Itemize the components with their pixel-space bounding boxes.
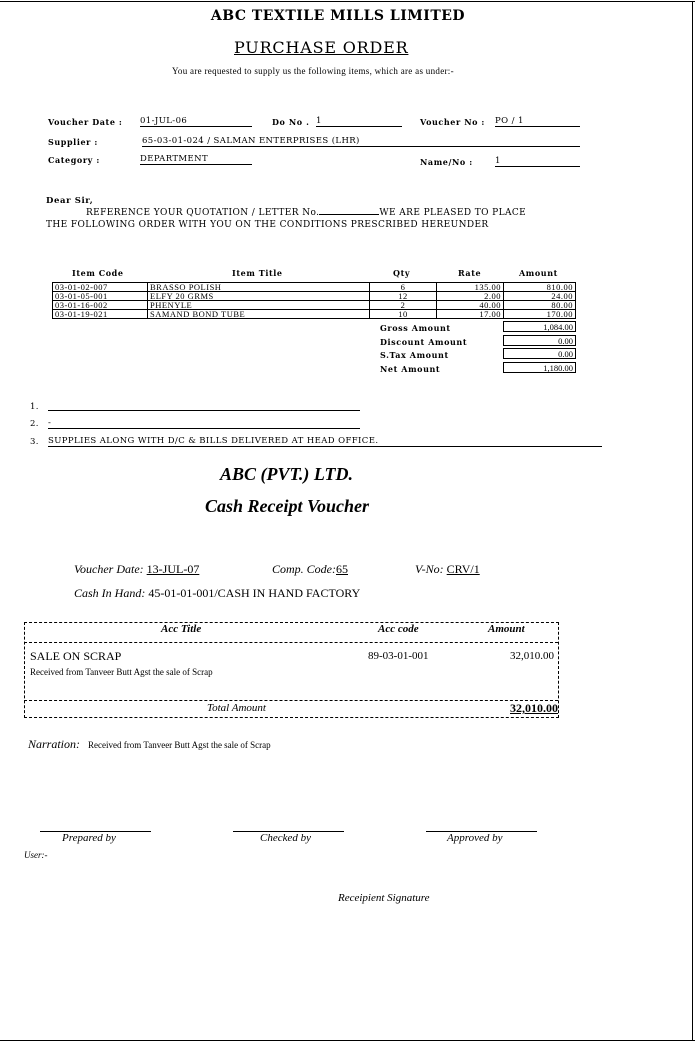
voucher-no-value: PO / 1 [495,116,580,127]
crv-title: Cash Receipt Voucher [205,496,370,516]
item-qty: 12 [370,292,437,301]
crv-narration-label: Narration: [28,737,81,751]
condition-2-number: 2. [30,419,39,429]
item-title: PHENYLE [148,301,370,310]
crv-vno [415,562,480,577]
header-item-code: Item Code [72,268,124,278]
reference-line-1 [86,208,526,218]
voucher-date-value: 01-JUL-06 [140,116,252,127]
stax-amount-label: S.Tax Amount [380,350,449,360]
table-row [53,310,576,319]
crv-entry-code: 89-03-01-001 [368,650,429,662]
item-title: ELFY 20 GRMS [148,292,370,301]
crv-entry-title: SALE ON SCRAP [30,649,122,663]
category-label: Category : [48,155,100,165]
approved-by-label: Approved by [447,832,503,844]
crv-total-label: Total Amount [207,702,266,714]
reference-line-1b-text: WE ARE PLEASED TO PLACE [379,208,527,218]
page-top-border [0,1,695,2]
crv-header-acc-title: Acc Title [161,623,202,635]
do-no-label: Do No . [272,117,310,127]
crv-comp-code-value: 65 [336,562,348,576]
condition-1-number: 1. [30,402,39,412]
condition-2-text: - [48,418,360,429]
header-rate: Rate [458,268,482,278]
crv-voucher-date-value: 13-JUL-07 [146,562,200,576]
name-no-label: Name/No : [420,157,473,167]
gross-amount-label: Gross Amount [380,323,451,333]
checked-by-label: Checked by [260,832,311,844]
crv-vno-label: V-No: [415,562,444,576]
crv-narration [28,735,271,753]
item-amount: 80.00 [504,301,576,310]
reference-line-1-text: REFERENCE YOUR QUOTATION / LETTER No. [86,208,320,218]
item-rate: 135.00 [437,283,504,292]
header-amount: Amount [519,268,558,278]
crv-voucher-date [74,562,199,577]
name-no-value: 1 [495,156,580,167]
item-code: 03-01-16-002 [53,301,148,310]
reference-blank [319,214,379,215]
po-company-name: ABC TEXTILE MILLS LIMITED [210,8,466,24]
crv-narration-value: Received from Tanveer Butt Agst the sale of Scrap [88,740,271,750]
user-label: User:- [24,850,48,860]
prepared-by-label: Prepared by [62,832,116,844]
supplier-value: 65-03-01-024 / SALMAN ENTERPRISES (LHR) [142,136,580,147]
reference-line-2: THE FOLLOWING ORDER WITH YOU ON THE CONDITIONS PRESCRIBED HEREUNDER [46,220,489,230]
page-bottom-border [0,1040,695,1041]
crv-header-divider [24,642,558,643]
discount-amount-value: 0.00 [503,335,576,346]
crv-entry-description: Received from Tanveer Butt Agst the sale of Scrap [30,667,213,677]
voucher-date-label: Voucher Date : [48,117,123,127]
condition-3-text: SUPPLIES ALONG WITH D/C & BILLS DELIVERED AT HEAD OFFICE. [48,436,602,447]
crv-company-name: ABC (PVT.) LTD. [220,464,354,484]
item-qty: 6 [370,283,437,292]
crv-comp-code [272,562,348,577]
condition-1-line [48,410,360,411]
po-subtitle: You are requested to supply us the following items, which are as under:- [172,66,454,76]
item-title: BRASSO POLISH [148,283,370,292]
page-right-border [692,1,693,1041]
item-amount: 810.00 [504,283,576,292]
net-amount-label: Net Amount [380,364,441,374]
supplier-label: Supplier : [48,137,98,147]
po-title: PURCHASE ORDER [234,38,409,57]
category-value: DEPARTMENT [140,154,252,165]
crv-total-value: 32,010.00 [510,701,558,715]
crv-total-divider [24,700,558,701]
recipient-signature-label: Receipient Signature [338,892,430,904]
item-code: 03-01-02-007 [53,283,148,292]
net-amount-value: 1,180.00 [503,362,576,373]
dear-sir: Dear Sir, [46,196,94,206]
item-code: 03-01-05-001 [53,292,148,301]
crv-header-amount: Amount [488,623,525,635]
crv-cash-in-hand [74,586,360,601]
crv-header-acc-code: Acc code [378,623,419,635]
voucher-no-label: Voucher No : [420,117,485,127]
crv-voucher-date-label: Voucher Date: [74,562,144,576]
crv-cash-value: 45-01-01-001/CASH IN HAND FACTORY [148,586,361,600]
stax-amount-value: 0.00 [503,348,576,359]
crv-vno-value: CRV/1 [446,562,480,576]
item-amount: 24.00 [504,292,576,301]
header-qty: Qty [393,268,411,278]
item-title: SAMAND BOND TUBE [148,310,370,319]
discount-amount-label: Discount Amount [380,337,468,347]
crv-entry-amount: 32,010.00 [510,650,554,662]
header-item-title: Item Title [232,268,283,278]
crv-cash-label: Cash In Hand: [74,586,146,600]
item-amount: 170.00 [504,310,576,319]
condition-3-number: 3. [30,437,39,447]
item-qty: 10 [370,310,437,319]
item-rate: 17.00 [437,310,504,319]
item-qty: 2 [370,301,437,310]
do-no-value: 1 [316,116,402,127]
gross-amount-value: 1,084.00 [503,321,576,332]
item-rate: 2.00 [437,292,504,301]
crv-comp-code-label: Comp. Code: [272,562,336,576]
items-table [52,282,576,319]
item-rate: 40.00 [437,301,504,310]
item-code: 03-01-19-021 [53,310,148,319]
